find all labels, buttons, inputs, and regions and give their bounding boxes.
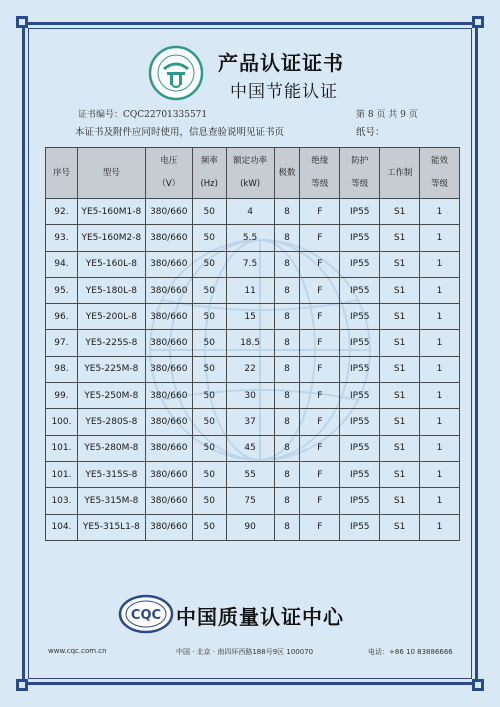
table-cell: S1 — [380, 409, 420, 435]
table-cell: 8 — [274, 225, 300, 251]
table-cell: 1 — [420, 251, 460, 277]
table-cell: 1 — [420, 225, 460, 251]
table-cell: 50 — [192, 435, 226, 461]
table-cell: 50 — [192, 409, 226, 435]
table-cell: F — [300, 330, 340, 356]
column-header-text: 等级 — [311, 179, 329, 189]
table-row — [46, 304, 460, 330]
table-cell: 11 — [226, 277, 274, 303]
column-header — [380, 148, 420, 199]
table-cell: 1 — [420, 277, 460, 303]
certificate-title: 产品认证证书 — [218, 51, 344, 75]
table-cell: 8 — [274, 356, 300, 382]
table-cell: 50 — [192, 199, 226, 225]
column-header-text: 极数 — [278, 167, 296, 178]
table-cell: 104. — [46, 514, 78, 540]
table-cell: S1 — [380, 330, 420, 356]
table-cell: F — [300, 356, 340, 382]
table-cell: 8 — [274, 304, 300, 330]
corner-ornament — [16, 16, 28, 28]
table-cell: F — [300, 225, 340, 251]
table-cell: YE5-160M1-8 — [77, 199, 145, 225]
table-cell: F — [300, 461, 340, 487]
column-header-text: 等级 — [351, 179, 369, 189]
table-cell: YE5-160L-8 — [77, 251, 145, 277]
column-header-text: 工作制 — [386, 167, 413, 178]
corner-ornament — [472, 679, 484, 691]
table-cell: 90 — [226, 514, 274, 540]
table-cell: IP55 — [340, 435, 380, 461]
table-row — [46, 461, 460, 487]
table-cell: 8 — [274, 330, 300, 356]
table-cell: S1 — [380, 304, 420, 330]
column-header — [300, 148, 340, 199]
table-cell: 8 — [274, 461, 300, 487]
table-cell: YE5-315M-8 — [77, 488, 145, 514]
table-cell: 380/660 — [145, 356, 192, 382]
table-cell: 380/660 — [145, 199, 192, 225]
table-cell: IP55 — [340, 225, 380, 251]
table-cell: F — [300, 409, 340, 435]
page-info: 第 8 页 共 9 页 — [356, 110, 418, 120]
column-header — [46, 148, 78, 199]
table-cell: 380/660 — [145, 277, 192, 303]
table-cell: 101. — [46, 435, 78, 461]
table-cell: 380/660 — [145, 514, 192, 540]
table-cell: 50 — [192, 461, 226, 487]
organization-name: 中国质量认证中心 — [176, 605, 344, 629]
table-cell: 5.5 — [226, 225, 274, 251]
table-cell: YE5-225S-8 — [77, 330, 145, 356]
table-cell: 75 — [226, 488, 274, 514]
table-cell: 1 — [420, 199, 460, 225]
table-cell: S1 — [380, 251, 420, 277]
table-header-row — [46, 148, 460, 199]
table-cell: 50 — [192, 356, 226, 382]
table-cell: S1 — [380, 461, 420, 487]
table-cell: 37 — [226, 409, 274, 435]
table-cell: IP55 — [340, 461, 380, 487]
table-cell: 50 — [192, 251, 226, 277]
table-cell: 380/660 — [145, 225, 192, 251]
table-cell: YE5-160M2-8 — [77, 225, 145, 251]
address-text: 中国 · 北京 · 南四环西路188号9区 100070 — [176, 648, 314, 656]
table-cell: 99. — [46, 383, 78, 409]
table-row — [46, 514, 460, 540]
table-cell: YE5-225M-8 — [77, 356, 145, 382]
table-cell: IP55 — [340, 488, 380, 514]
corner-ornament — [472, 16, 484, 28]
table-cell: 380/660 — [145, 304, 192, 330]
table-cell: 8 — [274, 251, 300, 277]
table-row — [46, 251, 460, 277]
table-cell: 55 — [226, 461, 274, 487]
column-header-text: （V） — [157, 179, 181, 189]
table-cell: 50 — [192, 330, 226, 356]
table-cell: 50 — [192, 488, 226, 514]
column-header — [145, 148, 192, 199]
table-cell: S1 — [380, 514, 420, 540]
column-header-text: (Hz) — [200, 179, 218, 189]
table-cell: IP55 — [340, 383, 380, 409]
table-cell: YE5-180L-8 — [77, 277, 145, 303]
table-cell: 380/660 — [145, 488, 192, 514]
table-cell: 1 — [420, 304, 460, 330]
table-cell: 4 — [226, 199, 274, 225]
column-header — [77, 148, 145, 199]
column-header-text: 绝缘 — [311, 156, 329, 166]
table-cell: 101. — [46, 461, 78, 487]
table-cell: IP55 — [340, 199, 380, 225]
table-cell: 1 — [420, 514, 460, 540]
table-row — [46, 356, 460, 382]
table-cell: 15 — [226, 304, 274, 330]
column-header-text: 频率 — [200, 156, 218, 166]
table-row — [46, 383, 460, 409]
table-cell: F — [300, 277, 340, 303]
table-cell: S1 — [380, 383, 420, 409]
table-cell: 50 — [192, 514, 226, 540]
corner-ornament — [16, 679, 28, 691]
table-cell: 93. — [46, 225, 78, 251]
column-header — [274, 148, 300, 199]
table-cell: 96. — [46, 304, 78, 330]
table-cell: F — [300, 199, 340, 225]
column-header-text: 防护 — [351, 156, 369, 166]
table-cell: IP55 — [340, 251, 380, 277]
column-header — [226, 148, 274, 199]
table-cell: 1 — [420, 383, 460, 409]
table-cell: 7.5 — [226, 251, 274, 277]
table-cell: 1 — [420, 435, 460, 461]
table-row — [46, 488, 460, 514]
table-cell: 50 — [192, 304, 226, 330]
table-cell: IP55 — [340, 330, 380, 356]
column-header-text: 等级 — [431, 179, 449, 189]
table-cell: F — [300, 383, 340, 409]
paper-number-label: 纸号： — [356, 127, 385, 138]
table-cell: 1 — [420, 461, 460, 487]
column-header-text: 能效 — [431, 156, 449, 166]
energy-certification-logo-icon — [148, 45, 204, 101]
table-cell: 45 — [226, 435, 274, 461]
table-cell: 8 — [274, 435, 300, 461]
column-header — [340, 148, 380, 199]
usage-note: 本证书及附件应同时使用，信息查验说明见证书页 — [75, 127, 285, 138]
table-cell: F — [300, 488, 340, 514]
cqc-logo-icon — [118, 594, 174, 634]
table-cell: 30 — [226, 383, 274, 409]
table-cell: 8 — [274, 514, 300, 540]
table-cell: 380/660 — [145, 251, 192, 277]
table-cell: 8 — [274, 488, 300, 514]
table-cell: 50 — [192, 383, 226, 409]
table-cell: IP55 — [340, 277, 380, 303]
table-cell: IP55 — [340, 514, 380, 540]
table-cell: F — [300, 435, 340, 461]
table-row — [46, 277, 460, 303]
table-cell: 1 — [420, 330, 460, 356]
table-cell: YE5-315S-8 — [77, 461, 145, 487]
certificate-number: 证书编号：CQC22701335571 — [78, 110, 208, 120]
table-cell: 98. — [46, 356, 78, 382]
table-cell: S1 — [380, 277, 420, 303]
table-cell: 94. — [46, 251, 78, 277]
table-cell: 50 — [192, 277, 226, 303]
table-cell: 50 — [192, 225, 226, 251]
table-cell: 380/660 — [145, 330, 192, 356]
table-cell: 92. — [46, 199, 78, 225]
table-cell: YE5-280S-8 — [77, 409, 145, 435]
website-text: www.cqc.com.cn — [48, 647, 107, 655]
column-header-text: 额定功率 — [233, 156, 268, 166]
table-cell: S1 — [380, 199, 420, 225]
table-cell: IP55 — [340, 356, 380, 382]
table-row — [46, 435, 460, 461]
column-header — [420, 148, 460, 199]
table-cell: F — [300, 514, 340, 540]
table-cell: 380/660 — [145, 383, 192, 409]
table-cell: YE5-315L1-8 — [77, 514, 145, 540]
table-cell: 8 — [274, 199, 300, 225]
table-cell: 22 — [226, 356, 274, 382]
table-row — [46, 409, 460, 435]
column-header — [192, 148, 226, 199]
table-cell: 100. — [46, 409, 78, 435]
table-cell: IP55 — [340, 304, 380, 330]
table-cell: 1 — [420, 409, 460, 435]
table-cell: 1 — [420, 356, 460, 382]
product-table — [45, 147, 460, 541]
table-cell: S1 — [380, 225, 420, 251]
table-cell: F — [300, 251, 340, 277]
table-cell: S1 — [380, 488, 420, 514]
table-row — [46, 330, 460, 356]
column-header-text: (kW) — [240, 179, 261, 189]
table-cell: 380/660 — [145, 461, 192, 487]
table-cell: 8 — [274, 383, 300, 409]
table-cell: IP55 — [340, 409, 380, 435]
column-header-text: 型号 — [102, 167, 120, 178]
column-header-text: 电压 — [160, 156, 178, 166]
table-cell: YE5-200L-8 — [77, 304, 145, 330]
table-cell: YE5-280M-8 — [77, 435, 145, 461]
phone-text: 电话：+86 10 83886666 — [368, 648, 453, 656]
table-row — [46, 225, 460, 251]
table-row — [46, 199, 460, 225]
table-cell: 1 — [420, 488, 460, 514]
cqc-logo-text: CQC — [130, 608, 162, 623]
table-cell: 380/660 — [145, 435, 192, 461]
table-cell: 95. — [46, 277, 78, 303]
certificate-subtitle: 中国节能认证 — [230, 82, 338, 102]
table-cell: YE5-250M-8 — [77, 383, 145, 409]
table-cell: F — [300, 304, 340, 330]
table-cell: 380/660 — [145, 409, 192, 435]
table-cell: S1 — [380, 356, 420, 382]
table-cell: 103. — [46, 488, 78, 514]
table-cell: 8 — [274, 277, 300, 303]
table-cell: 18.5 — [226, 330, 274, 356]
table-cell: S1 — [380, 435, 420, 461]
column-header-text: 序号 — [52, 167, 70, 178]
table-cell: 8 — [274, 409, 300, 435]
table-cell: 97. — [46, 330, 78, 356]
